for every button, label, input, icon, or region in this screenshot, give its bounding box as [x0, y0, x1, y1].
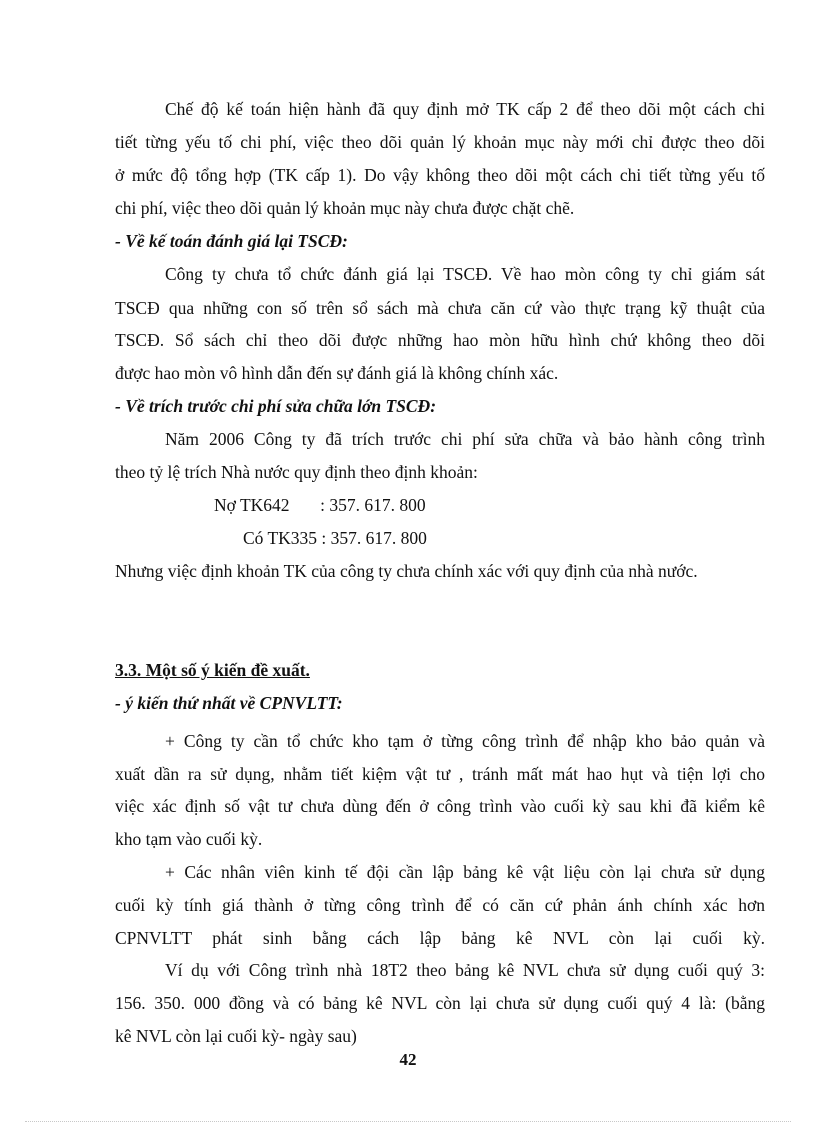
body-text-line: Năm 2006 Công ty đã trích trước chi phí sửa chữa và bảo hành công trình [165, 429, 765, 449]
body-text-line: việc xác định số vật tư chưa dùng đến ở công trình vào cuối kỳ sau khi đã kiểm kê [115, 796, 765, 816]
body-text-line: Nhưng việc định khoản TK của công ty chưa chính xác với quy định của nhà nước. [115, 561, 698, 581]
body-text-line: ở mức độ tổng hợp (TK cấp 1). Do vậy không theo dõi một cách chi tiết từng yếu tố [115, 165, 765, 185]
body-text-line: kho tạm vào cuối kỳ. [115, 829, 263, 849]
subheading-major-repair-accrual: - Về trích trước chi phí sửa chữa lớn TSCĐ: [115, 396, 437, 416]
journal-entry-credit: Có TK335 : 357. 617. 800 [243, 528, 427, 548]
footer-divider [25, 1121, 791, 1122]
body-text-line: Công ty chưa tổ chức đánh giá lại TSCĐ. Về hao mòn công ty chỉ giám sát [165, 264, 765, 284]
body-text-line: cuối kỳ tính giá thành ở từng công trình để có căn cứ phản ánh chính xác hơn [115, 895, 765, 915]
subheading-fixed-asset-revaluation: - Về kế toán đánh giá lại TSCĐ: [115, 231, 348, 251]
body-text-line: + Các nhân viên kinh tế đội cần lập bảng kê vật liệu còn lại chưa sử dụng [165, 862, 765, 882]
body-text-line: CPNVLTT phát sinh bằng cách lập bảng kê NVL còn lại cuối kỳ. [115, 928, 765, 948]
body-text-line: Chế độ kế toán hiện hành đã quy định mở TK cấp 2 để theo dõi một cách chi [165, 99, 765, 119]
body-text-line: Ví dụ với Công trình nhà 18T2 theo bảng kê NVL chưa sử dụng cuối quý 3: [165, 960, 765, 980]
journal-entry-debit: Nợ TK642 : 357. 617. 800 [214, 495, 426, 515]
body-text-line: chi phí, việc theo dõi quản lý khoản mục này chưa được chặt chẽ. [115, 198, 575, 218]
body-text-line: TSCĐ qua những con số trên sổ sách mà chưa căn cứ vào thực trạng kỹ thuật của [115, 298, 765, 318]
body-text-line: xuất dần ra sử dụng, nhằm tiết kiệm vật tư , tránh mất mát hao hụt và tiện lợi cho [115, 764, 765, 784]
section-title: 3.3. Một số ý kiến đề xuất. [115, 660, 310, 680]
body-text-line: 156. 350. 000 đồng và có bảng kê NVL còn lại chưa sử dụng cuối quý 4 là: (bằng [115, 993, 765, 1013]
body-text-line: + Công ty cần tổ chức kho tạm ở từng công trình để nhập kho bảo quản và [165, 731, 765, 751]
page-number: 42 [399, 1050, 417, 1069]
body-text-line: theo tỷ lệ trích Nhà nước quy định theo định khoản: [115, 462, 478, 482]
subheading-first-proposal: - ý kiến thứ nhất về CPNVLTT: [115, 693, 343, 713]
body-text-line: TSCĐ. Sổ sách chỉ theo dõi được những hao mòn hữu hình chứ không theo dõi [115, 330, 765, 350]
body-text-line: tiết từng yếu tố chi phí, việc theo dõi quản lý khoản mục này mới chỉ được theo dõi [115, 132, 765, 152]
body-text-line: được hao mòn vô hình dẫn đến sự đánh giá là không chính xác. [115, 363, 559, 383]
body-text-line: kê NVL còn lại cuối kỳ- ngày sau) [115, 1026, 357, 1046]
